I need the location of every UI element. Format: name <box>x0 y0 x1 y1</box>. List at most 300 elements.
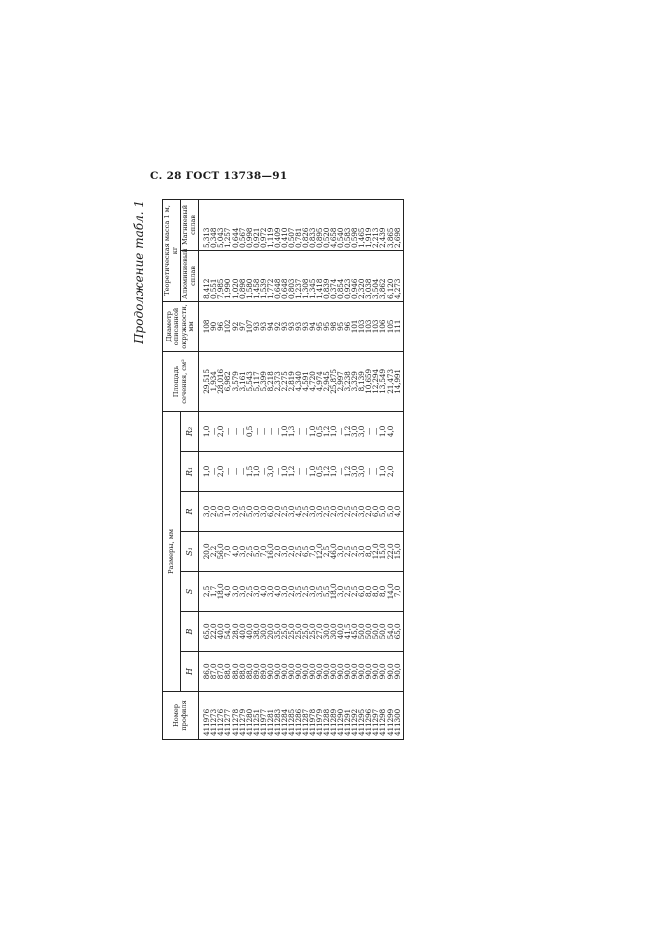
alu-cell: 0,839 <box>322 278 332 299</box>
column-S <box>199 572 403 612</box>
S1-cell: 8,0 <box>364 545 374 558</box>
S-cell: 8,0 <box>364 585 374 598</box>
S1-cell: 56,0 <box>216 543 226 560</box>
B-cell: 25,0 <box>293 623 303 640</box>
area-cell: 5,399 <box>258 371 268 392</box>
mag-cell: 1,919 <box>364 227 374 248</box>
header-H: H <box>181 652 199 692</box>
R2-cell: 1,0 <box>202 425 212 438</box>
diameter-cell: 95 <box>322 321 332 331</box>
S-cell: 3,0 <box>308 585 318 598</box>
profile-cell: 411289 <box>329 708 339 736</box>
B-cell: 30,0 <box>329 623 339 640</box>
S1-cell: 7,0 <box>223 545 233 558</box>
area-cell: 4,591 <box>300 371 310 392</box>
area-cell: 2,373 <box>272 371 282 392</box>
B-cell: 50,0 <box>378 623 388 640</box>
column-profile <box>199 692 403 740</box>
mag-cell: 0,826 <box>300 227 310 248</box>
alu-cell: 1,418 <box>315 278 325 299</box>
R1-cell: 3,0 <box>357 465 367 478</box>
B-cell: 40,0 <box>244 623 254 640</box>
area-cell: 2,945 <box>322 371 332 392</box>
mag-cell: 1,257 <box>223 227 233 248</box>
alu-cell: 0,648 <box>279 278 289 299</box>
diameter-cell: 106 <box>378 319 388 334</box>
R1-cell: — <box>258 467 268 476</box>
R-cell: 5,0 <box>385 505 395 518</box>
S-cell: 18,0 <box>216 583 226 600</box>
B-cell: 50,0 <box>371 623 381 640</box>
S-cell: 14,0 <box>385 583 395 600</box>
area-cell: 10,659 <box>364 369 374 394</box>
S-cell: 3,0 <box>251 585 261 598</box>
S-cell: 2,5 <box>343 585 353 598</box>
header-profile: Номер профиля <box>163 692 199 740</box>
mag-cell: 0,781 <box>293 227 303 248</box>
S-cell: 6,0 <box>357 585 367 598</box>
profile-cell: 411281 <box>265 708 275 736</box>
B-cell: 22,0 <box>209 623 219 640</box>
profile-cell: 411977 <box>258 708 268 736</box>
profile-cell: 411286 <box>293 708 303 736</box>
alu-cell: 0,923 <box>343 278 353 299</box>
S-cell: 4,0 <box>272 585 282 598</box>
H-cell: 90,0 <box>343 663 353 680</box>
R2-cell: — <box>209 427 219 436</box>
mag-cell: 0,507 <box>286 227 296 248</box>
profile-cell: 411291 <box>343 708 353 736</box>
R-cell: 5,0 <box>378 505 388 518</box>
R-cell: 4,5 <box>293 505 303 518</box>
area-cell: 25,875 <box>329 369 339 394</box>
page-header: С. 28 ГОСТ 13738—91 <box>150 170 288 182</box>
mag-cell: 4,658 <box>329 227 339 248</box>
S-cell: 1,7 <box>209 585 219 598</box>
column-B <box>199 612 403 652</box>
S-cell: 3,5 <box>315 585 325 598</box>
R1-cell: — <box>364 467 374 476</box>
H-cell: 87,0 <box>209 663 219 680</box>
diameter-cell: 98 <box>329 321 339 331</box>
profile-cell: 411279 <box>237 708 247 736</box>
S1-cell: 6,5 <box>300 545 310 558</box>
H-cell: 90,0 <box>392 663 402 680</box>
mag-cell: 2,213 <box>371 227 381 248</box>
S1-cell: 46,0 <box>329 543 339 560</box>
H-cell: 88,0 <box>237 663 247 680</box>
S1-cell: 2,5 <box>350 545 360 558</box>
diameter-cell: 93 <box>279 321 289 331</box>
R-cell: 3,0 <box>251 505 261 518</box>
R2-cell: 1,0 <box>329 425 339 438</box>
header-B: B <box>181 612 199 652</box>
diameter-cell: 93 <box>300 321 310 331</box>
R1-cell: 2,0 <box>216 465 226 478</box>
R1-cell: 1,0 <box>378 465 388 478</box>
diameter-cell: 95 <box>315 321 325 331</box>
profile-table <box>162 199 404 740</box>
area-cell: 14,991 <box>392 369 402 394</box>
H-cell: 88,0 <box>223 663 233 680</box>
mag-cell: 1,465 <box>357 227 367 248</box>
header-mass: Теоретическая масса 1 м, кг <box>163 199 181 301</box>
H-cell: 89,0 <box>258 663 268 680</box>
diameter-cell: 93 <box>258 321 268 331</box>
diameter-cell: 93 <box>293 321 303 331</box>
profile-cell: 411278 <box>230 708 240 736</box>
R1-cell: — <box>223 467 233 476</box>
B-cell: 20,0 <box>265 623 275 640</box>
B-cell: 40,0 <box>216 623 226 640</box>
S1-cell: 4,0 <box>230 545 240 558</box>
H-cell: 90,0 <box>322 663 332 680</box>
area-cell: 8,139 <box>357 371 367 392</box>
H-cell: 90,0 <box>364 663 374 680</box>
R2-cell: — <box>364 427 374 436</box>
header-mag: Магниевый сплав <box>181 199 199 250</box>
R2-cell: 1,0 <box>308 425 318 438</box>
R1-cell: — <box>336 467 346 476</box>
header-S1: S₁ <box>181 532 199 572</box>
rotated-table-block <box>132 200 507 740</box>
R1-cell: 0,5 <box>315 465 325 478</box>
mag-cell: 0,540 <box>336 227 346 248</box>
column-alu <box>199 250 403 301</box>
S-cell: 2,5 <box>244 585 254 598</box>
alu-cell: 1,539 <box>258 278 268 299</box>
diameter-cell: 92 <box>230 321 240 331</box>
area-cell: 1,934 <box>209 371 219 392</box>
alu-cell: 7,985 <box>216 278 226 299</box>
area-cell: 29,515 <box>202 369 212 394</box>
B-cell: 65,0 <box>202 623 212 640</box>
diameter-cell: 90 <box>209 321 219 331</box>
H-cell: 88,0 <box>230 663 240 680</box>
R-cell: 2,5 <box>350 505 360 518</box>
area-cell: 4,720 <box>308 371 318 392</box>
B-cell: 38,0 <box>251 623 261 640</box>
S1-cell: 2,0 <box>272 545 282 558</box>
alu-cell: 3,862 <box>378 278 388 299</box>
R2-cell: 1,2 <box>322 425 332 438</box>
B-cell: 40,0 <box>237 623 247 640</box>
profile-cell: 411273 <box>209 708 219 736</box>
R1-cell: 1,2 <box>286 465 296 478</box>
alu-cell: 0,374 <box>329 278 339 299</box>
R2-cell: 2,0 <box>216 425 226 438</box>
diameter-cell: 103 <box>357 319 367 334</box>
R1-cell: 1,0 <box>279 465 289 478</box>
R1-cell <box>394 454 401 489</box>
column-mag <box>199 199 403 250</box>
area-cell: 12,294 <box>371 369 381 394</box>
alu-cell: 2,320 <box>357 278 367 299</box>
mag-cell: 5,043 <box>216 227 226 248</box>
mag-cell: 0,644 <box>230 227 240 248</box>
profile-cell: 411290 <box>336 708 346 736</box>
profile-cell: 411288 <box>322 708 332 736</box>
B-cell: 50,0 <box>364 623 374 640</box>
area-cell: 2,819 <box>286 371 296 392</box>
S-cell: 2,5 <box>300 585 310 598</box>
profile-cell: 411283 <box>272 708 282 736</box>
S-cell: 2,5 <box>202 585 212 598</box>
S-cell: 3,0 <box>336 585 346 598</box>
diameter-cell: 103 <box>364 319 374 334</box>
header-S: S <box>181 572 199 612</box>
diameter-cell: 111 <box>392 319 402 334</box>
S-cell: 2,5 <box>350 585 360 598</box>
H-cell: 89,0 <box>251 663 261 680</box>
area-cell: 21,473 <box>385 369 395 394</box>
S-cell: 8,0 <box>378 585 388 598</box>
alu-cell: 1,345 <box>308 278 318 299</box>
profile-cell: 411299 <box>385 708 395 736</box>
R1-cell: 2,0 <box>385 465 395 478</box>
S1-cell: 2,5 <box>322 545 332 558</box>
H-cell: 90,0 <box>286 663 296 680</box>
R2-cell: 0,5 <box>315 425 325 438</box>
column-S1 <box>199 532 403 572</box>
profile-cell: 411298 <box>378 708 388 736</box>
S-cell: 8,0 <box>371 585 381 598</box>
mag-cell: 0,921 <box>251 227 261 248</box>
R1-cell: — <box>300 467 310 476</box>
alu-cell: 1,237 <box>293 278 303 299</box>
H-cell: 90,0 <box>300 663 310 680</box>
area-cell: 3,329 <box>350 371 360 392</box>
R2-cell: — <box>237 427 247 436</box>
area-cell: 2,275 <box>279 371 289 392</box>
B-cell: 54,0 <box>223 623 233 640</box>
diameter-cell: 94 <box>265 321 275 331</box>
R-cell: 5,0 <box>216 505 226 518</box>
alu-cell: 8,412 <box>202 278 212 299</box>
R2-cell: — <box>223 427 233 436</box>
alu-cell: 0,551 <box>209 278 219 299</box>
mag-cell: 0,895 <box>315 227 325 248</box>
header-R1: R₁ <box>181 452 199 492</box>
diameter-cell: 93 <box>251 321 261 331</box>
area-cell: 13,549 <box>378 369 388 394</box>
mag-cell: 2,698 <box>392 227 402 248</box>
profile-cell: 411296 <box>364 708 374 736</box>
diameter-cell: 102 <box>223 319 233 334</box>
diameter-cell: 107 <box>244 319 254 334</box>
S1-cell: 20,0 <box>202 543 212 560</box>
R2-cell: 0,5 <box>244 425 254 438</box>
R1-cell: — <box>209 467 219 476</box>
alu-cell: 4,273 <box>392 278 402 299</box>
profile-cell: 411287 <box>300 708 310 736</box>
header-sizes: Размеры, мм <box>163 411 181 691</box>
area-cell: 3,238 <box>343 371 353 392</box>
area-cell: 5,117 <box>251 371 261 392</box>
B-cell: 25,0 <box>308 623 318 640</box>
alu-cell: 1,990 <box>223 278 233 299</box>
S1-cell: 7,0 <box>308 545 318 558</box>
S-cell: 3,0 <box>230 585 240 598</box>
alu-cell: 1,580 <box>244 278 254 299</box>
R-cell: 3,0 <box>258 505 268 518</box>
diameter-cell: 95 <box>336 321 346 331</box>
B-cell: 25,0 <box>286 623 296 640</box>
R2-cell: 1,0 <box>279 425 289 438</box>
mag-cell: 0,598 <box>350 227 360 248</box>
S-cell: 7,0 <box>392 585 402 598</box>
R-cell: 4,0 <box>392 505 402 518</box>
diameter-cell: 108 <box>202 319 212 334</box>
mag-cell: 0,972 <box>258 227 268 248</box>
alu-cell: 0,854 <box>336 278 346 299</box>
H-cell: 90,0 <box>279 663 289 680</box>
area-cell: 3,161 <box>237 371 247 392</box>
area-cell: 2,997 <box>336 371 346 392</box>
profile-cell: 411297 <box>371 708 381 736</box>
profile-cell: 411976 <box>202 708 212 736</box>
column-diameter <box>199 301 403 351</box>
S1-cell: 22,0 <box>385 543 395 560</box>
column-R <box>199 492 403 532</box>
S1-cell: 12,0 <box>371 543 381 560</box>
header-area: Площадь сечения, см² <box>163 351 199 411</box>
alu-cell: 1,772 <box>265 278 275 299</box>
S-cell: 5,5 <box>322 585 332 598</box>
alu-cell: 0,946 <box>350 278 360 299</box>
column-R1 <box>199 452 403 492</box>
diameter-cell: 103 <box>371 319 381 334</box>
R-cell: 2,0 <box>329 505 339 518</box>
B-cell: 50,0 <box>357 623 367 640</box>
R-cell: 3,0 <box>336 505 346 518</box>
H-cell: 88,0 <box>244 663 254 680</box>
table-body-row <box>199 199 403 739</box>
B-cell: 25,0 <box>300 623 310 640</box>
R1-cell: 1,2 <box>322 465 332 478</box>
diameter-cell: 93 <box>286 321 296 331</box>
R1-cell: 1,0 <box>308 465 318 478</box>
area-cell: 5,543 <box>244 371 254 392</box>
R-cell: 2,5 <box>343 505 353 518</box>
B-cell: 30,0 <box>258 623 268 640</box>
B-cell: 27,0 <box>315 623 325 640</box>
alu-cell: 1,458 <box>251 278 261 299</box>
R-cell: 6,0 <box>371 505 381 518</box>
profile-cell: 411285 <box>286 708 296 736</box>
R2-cell: 1,2 <box>343 425 353 438</box>
R1-cell: — <box>293 467 303 476</box>
R-cell: 3,0 <box>308 505 318 518</box>
R1-cell: 1,0 <box>329 465 339 478</box>
S-cell: 3,5 <box>293 585 303 598</box>
S1-cell: 15,0 <box>392 543 402 560</box>
S1-cell: 3,0 <box>336 545 346 558</box>
R2-cell: — <box>300 427 310 436</box>
S1-cell: 2,5 <box>343 545 353 558</box>
B-cell: 35,0 <box>272 623 282 640</box>
R2-cell: — <box>251 427 261 436</box>
mag-cell: 0,520 <box>322 227 332 248</box>
S1-cell: 2,0 <box>286 545 296 558</box>
R-cell: 2,0 <box>272 505 282 518</box>
R-cell: 2,5 <box>322 505 332 518</box>
R2-cell: — <box>230 427 240 436</box>
R-cell: 3,0 <box>230 505 240 518</box>
R-cell: 3,0 <box>286 505 296 518</box>
B-cell: 65,0 <box>392 623 402 640</box>
H-cell: 90,0 <box>329 663 339 680</box>
H-cell: 90,0 <box>378 663 388 680</box>
R-cell: 2,0 <box>209 505 219 518</box>
S1-cell: 3,0 <box>237 545 247 558</box>
S1-cell: 2,2 <box>209 545 219 558</box>
mag-cell: 1,119 <box>265 227 275 248</box>
H-cell: 90,0 <box>308 663 318 680</box>
profile-cell: 411276 <box>216 708 226 736</box>
R-cell: 1,0 <box>223 505 233 518</box>
R1-cell: — <box>230 467 240 476</box>
alu-cell: 3,038 <box>364 278 374 299</box>
R1-cell: 1,0 <box>202 465 212 478</box>
mag-cell: 0,567 <box>237 227 247 248</box>
profile-cell: 411277 <box>223 708 233 736</box>
B-cell: 40,0 <box>336 623 346 640</box>
mag-cell: 2,439 <box>378 227 388 248</box>
R2-cell: 1,3 <box>286 425 296 438</box>
R2-cell: — <box>258 427 268 436</box>
R-cell: 2,0 <box>364 505 374 518</box>
header-diameter: Диаметр описанной окружности, мм <box>163 301 199 351</box>
R-cell: 3,0 <box>357 505 367 518</box>
alu-cell: 3,504 <box>371 278 381 299</box>
H-cell: 87,0 <box>216 663 226 680</box>
S-cell: 4,0 <box>223 585 233 598</box>
S-cell: 3,0 <box>265 585 275 598</box>
alu-cell: 0,898 <box>237 278 247 299</box>
R1-cell: — <box>272 467 282 476</box>
profile-cell: 411300 <box>392 708 402 736</box>
area-cell: 6,982 <box>223 371 233 392</box>
mag-cell: 0,409 <box>272 227 282 248</box>
S1-cell: 3,0 <box>357 545 367 558</box>
H-cell: 90,0 <box>272 663 282 680</box>
B-cell: 45,0 <box>350 623 360 640</box>
S-cell: 18,0 <box>329 583 339 600</box>
R-cell: 3,0 <box>315 505 325 518</box>
H-cell: 90,0 <box>357 663 367 680</box>
S1-cell: 2,5 <box>293 545 303 558</box>
B-cell: 25,0 <box>279 623 289 640</box>
area-cell: 28,016 <box>216 369 226 394</box>
R1-cell: 1,0 <box>251 465 261 478</box>
R-cell: 2,5 <box>300 505 310 518</box>
H-cell: 90,0 <box>315 663 325 680</box>
column-R2 <box>199 411 403 451</box>
area-cell: 4,974 <box>315 371 325 392</box>
alu-cell: 6,120 <box>385 278 395 299</box>
diameter-cell: 94 <box>308 321 318 331</box>
mag-cell: 0,998 <box>244 227 254 248</box>
S1-cell: 15,0 <box>378 543 388 560</box>
S1-cell: 2,5 <box>244 545 254 558</box>
H-cell: 90,0 <box>350 663 360 680</box>
B-cell: 54,0 <box>385 623 395 640</box>
S1-cell: 7,0 <box>258 545 268 558</box>
R1-cell: 3,0 <box>265 465 275 478</box>
profile-cell: 411284 <box>279 708 289 736</box>
B-cell: 28,0 <box>230 623 240 640</box>
